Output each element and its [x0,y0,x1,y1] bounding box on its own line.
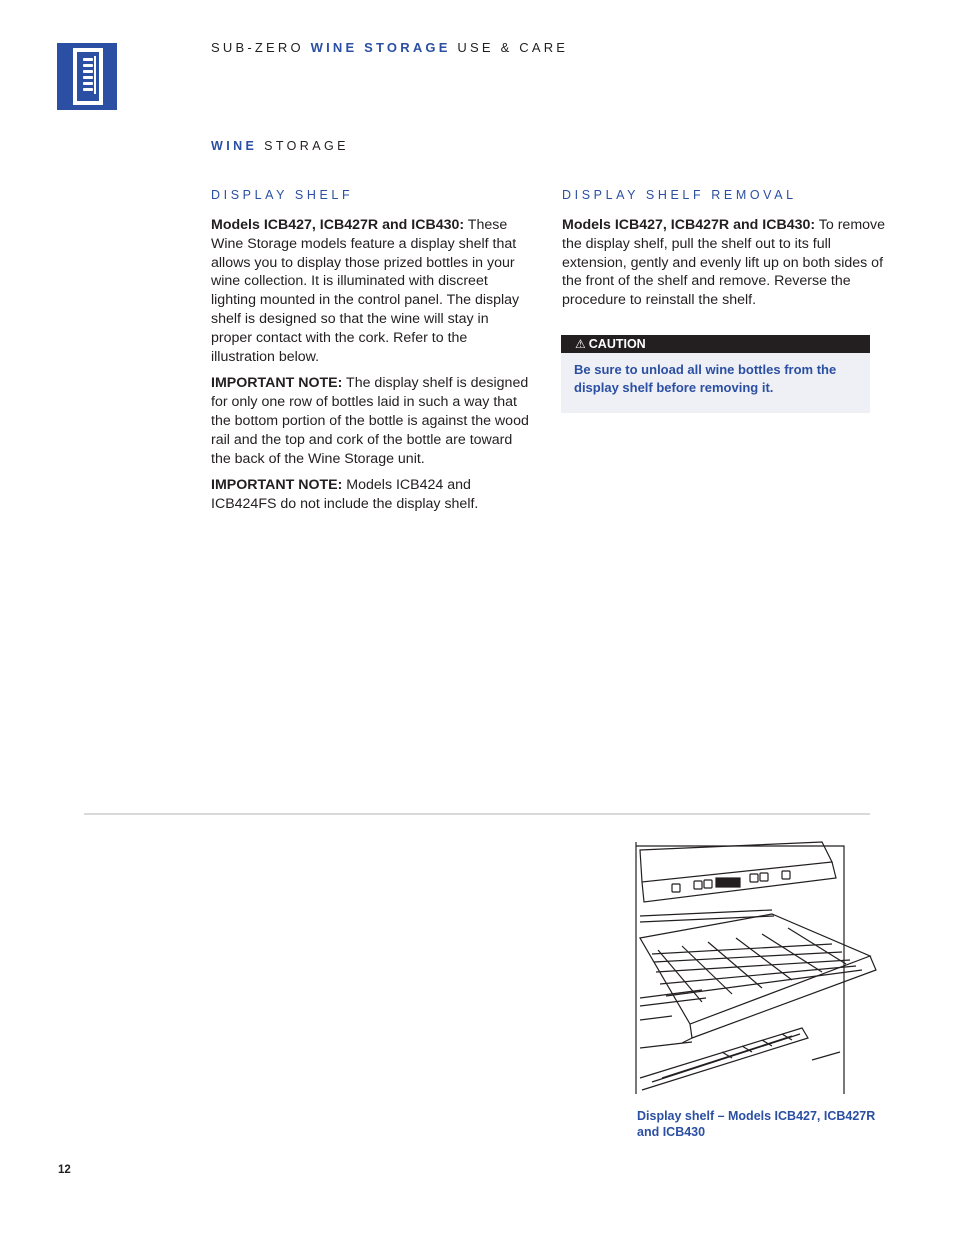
shelf-removal-body [562,216,887,318]
important-note: IMPORTANT NOTE: Models ICB424 and ICB424FS do not include the display shelf. [211,477,479,513]
warning-triangle-icon: ⚠ [575,337,586,351]
shelf-removal-subhead: DISPLAY SHELF REMOVAL [562,188,797,202]
display-shelf-body [211,216,531,522]
display-shelf-illustration [632,838,880,1096]
paragraph: Models ICB427, ICB427R and ICB430: These Wine Storage models feature a display shelf that allows you to display those prized bottles in your wine collection. It is illuminated with discreet lighting mounted in the control panel. The display shelf is designed so that the wine will stay in proper contact with the cork. Refer to the illustration below. [211,217,520,365]
important-note: IMPORTANT NOTE: The display shelf is designed for only one row of bottles laid in such a way that the bottom portion of the bottle is against the wood rail and the top and cork of the bottle are toward the back of the Wine Storage unit. [211,375,529,467]
section-title: WINE STORAGE [211,139,349,153]
display-shelf-subhead: DISPLAY SHELF [211,188,354,202]
header-brand: WINE STORAGE [310,40,451,55]
divider [84,813,870,815]
paragraph: Models ICB427, ICB427R and ICB430: To remove the display shelf, pull the shelf out to its full extension, gently and evenly lift up on both sides of the front of the shelf and remove. Reverse the procedure to reinstall the shelf. [562,217,886,309]
sub-zero-logo [57,43,117,110]
caution-box [561,335,870,413]
caution-header: ⚠ CAUTION [561,335,870,353]
figure-caption: Display shelf – Models ICB427, ICB427R and ICB430 [637,1109,876,1139]
page-number: 12 [58,1164,71,1176]
wine-door-icon [73,48,103,105]
running-header: SUB-ZERO WINE STORAGE USE & CARE [211,40,569,55]
caution-text: Be sure to unload all wine bottles from the display shelf before removing it. [574,362,837,395]
